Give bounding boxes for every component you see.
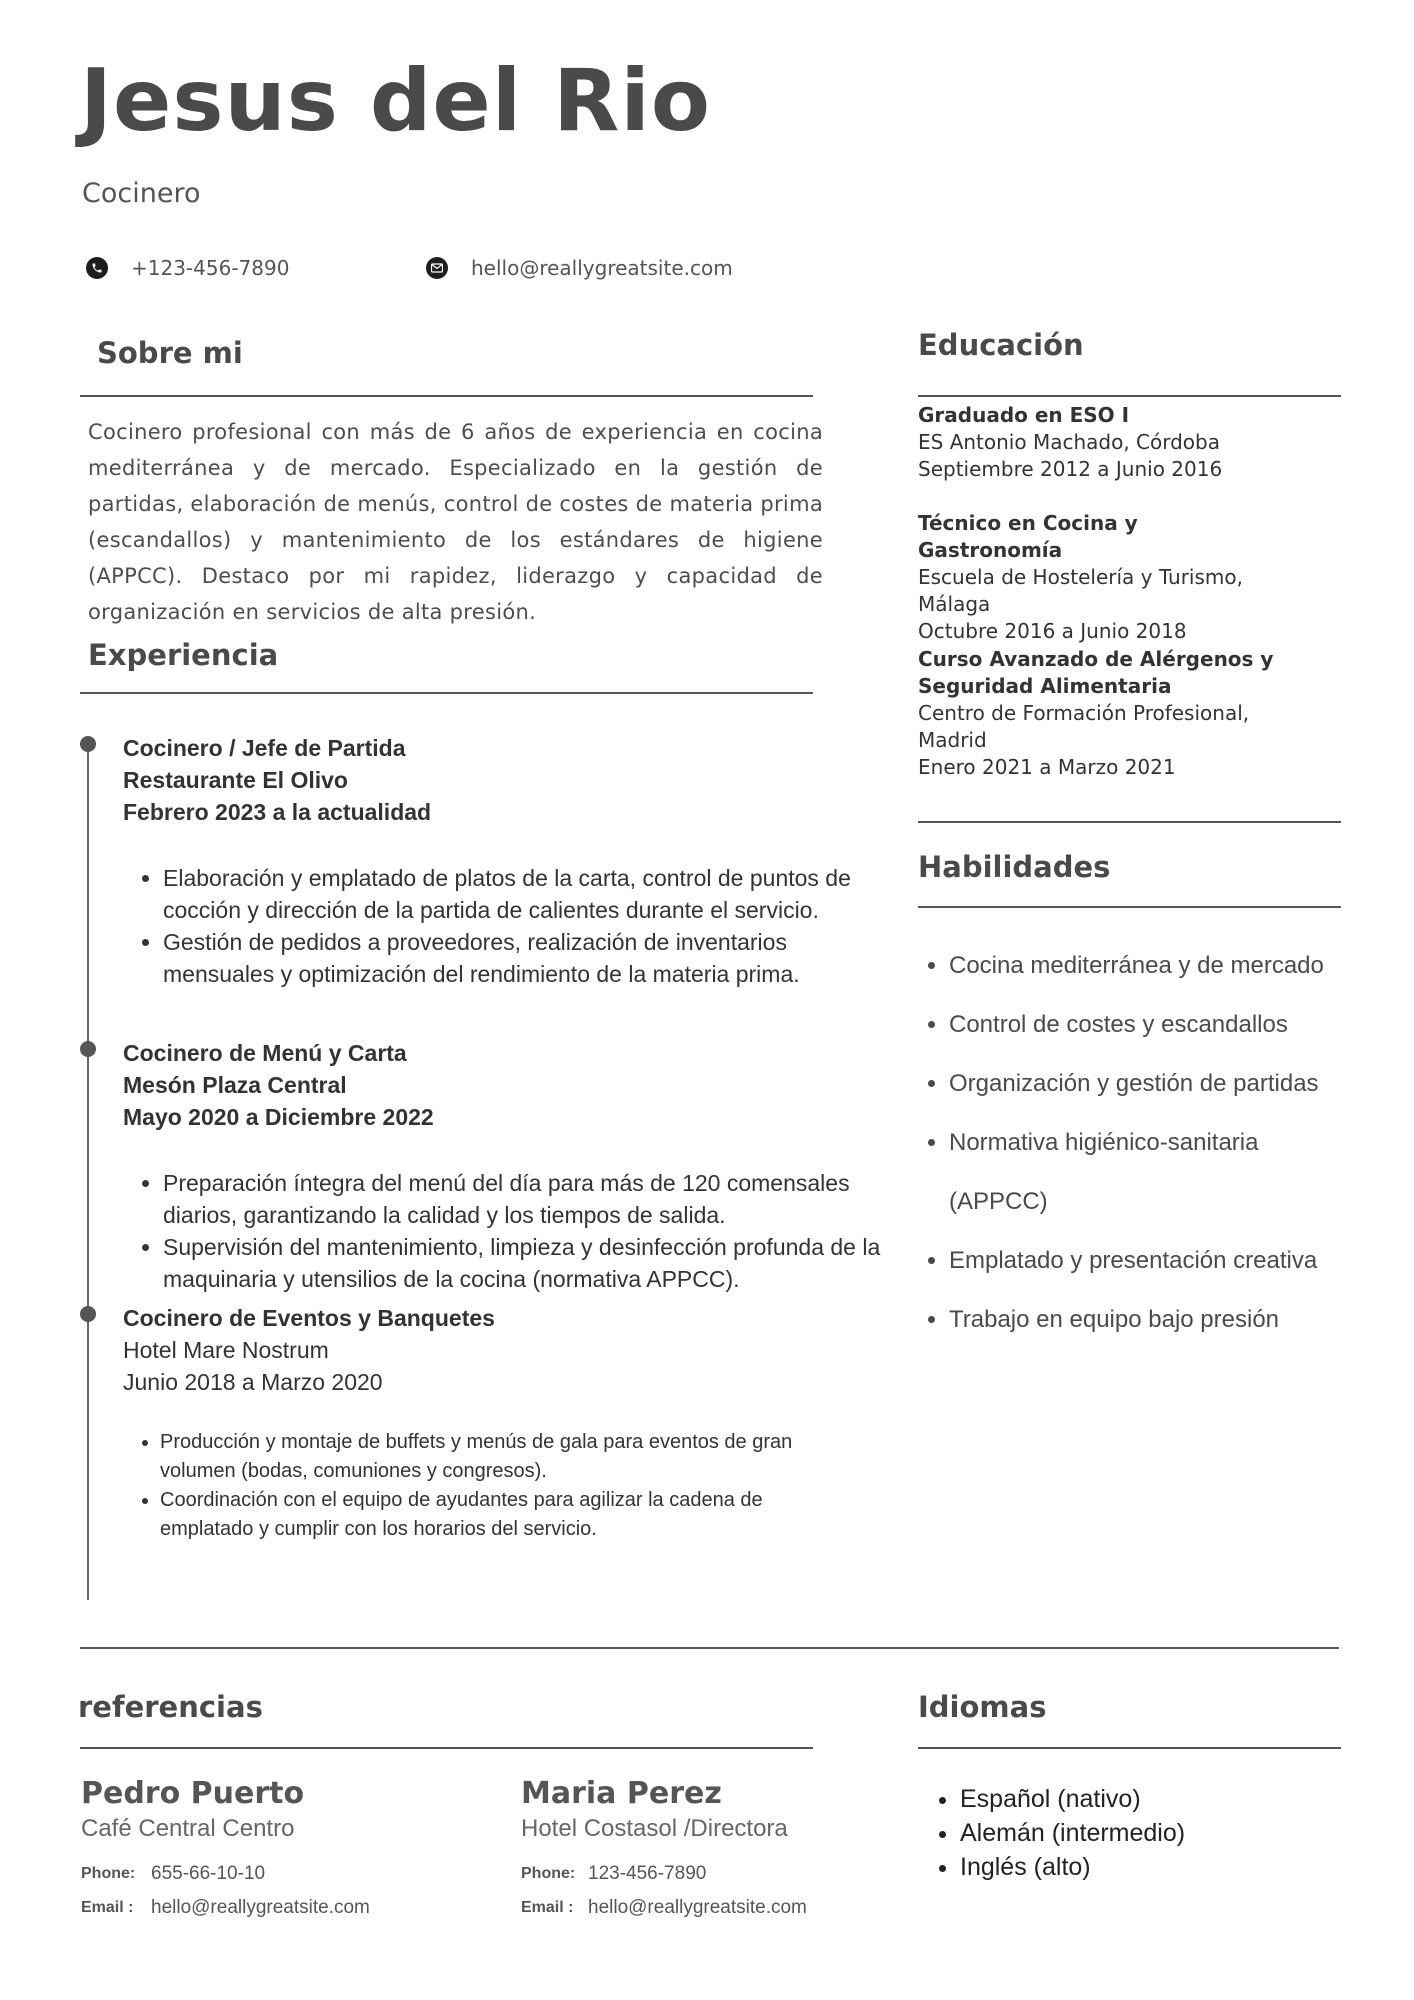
list-item: • Preparación íntegra del menú del día para más de 120 comensales diarios, garantizando la calidad y los tiempos de salida.: [163, 1167, 903, 1231]
education-bottom-divider: [918, 821, 1341, 823]
phone-number: +123-456-7890: [131, 256, 290, 280]
education-period: Octubre 2016 a Junio 2018: [918, 619, 1187, 643]
reference-card: [81, 1776, 481, 1919]
education-title: Educación: [918, 328, 1084, 362]
job-header: [123, 732, 431, 828]
phone-contact: [86, 256, 289, 280]
job-company: Restaurante El Olivo: [123, 767, 348, 793]
list-item: • Organización y gestión de partidas: [949, 1054, 1338, 1113]
references-title: referencias: [78, 1690, 263, 1724]
email-icon: [426, 257, 448, 279]
job-company: Mesón Plaza Central: [123, 1072, 347, 1098]
skills-title: Habilidades: [918, 850, 1111, 884]
reference-name: Maria Perez: [521, 1776, 722, 1811]
job-bullets: [123, 1167, 903, 1295]
education-item: [918, 510, 1278, 645]
timeline-dot: [80, 736, 96, 752]
job-role: Cocinero de Eventos y Banquetes: [123, 1305, 495, 1331]
reference-email-row: [81, 1897, 481, 1919]
skills-list: [918, 936, 1338, 1349]
reference-company: Café Central Centro: [81, 1815, 295, 1842]
reference-email-row: [521, 1897, 921, 1919]
list-item: • Producción y montaje de buffets y menús de gala para eventos de gran volumen (bodas, comuniones y congresos).: [160, 1428, 823, 1486]
list-item: • Gestión de pedidos a proveedores, realización de inventarios mensuales y optimización del rendimiento de la materia prima.: [163, 926, 863, 990]
about-text: Cocinero profesional con más de 6 años de experiencia en cocina mediterránea y de mercado. Especializado en la gestión de partidas, elaboración de menús, control de costes de materia prima (escandallos) y mantenimiento de los estándares de higiene (APPCC). Destaco por mi rapidez, liderazgo y capacidad de organización en servicios de alta presión.: [88, 420, 823, 624]
phone-icon: [86, 257, 108, 279]
job-company: Hotel Mare Nostrum: [123, 1337, 329, 1363]
reference-phone-row: [81, 1863, 481, 1885]
list-item: • Español (nativo): [960, 1782, 1338, 1816]
education-degree: Curso Avanzado de Alérgenos y Seguridad Alimentaria: [918, 647, 1274, 698]
timeline-dot: [80, 1306, 96, 1322]
email-label: Email :: [521, 1899, 574, 1916]
languages-list: [918, 1782, 1338, 1884]
phone-label: Phone:: [81, 1865, 136, 1882]
about-divider: [80, 395, 813, 397]
experience-divider: [80, 692, 813, 694]
reference-phone-row: [521, 1863, 921, 1885]
email-label: Email :: [81, 1899, 134, 1916]
education-school: ES Antonio Machado, Córdoba: [918, 430, 1220, 454]
list-item: • Alemán (intermedio): [960, 1816, 1338, 1850]
reference-name: Pedro Puerto: [81, 1776, 305, 1811]
references-divider: [80, 1747, 813, 1749]
list-item: • Emplatado y presentación creativa: [949, 1231, 1338, 1290]
reference-card: [521, 1776, 921, 1919]
job-role: Cocinero de Menú y Carta: [123, 1040, 407, 1066]
email-contact: [426, 256, 733, 280]
job-role: Cocinero / Jefe de Partida: [123, 735, 406, 761]
experience-title: Experiencia: [88, 638, 279, 672]
reference-company: Hotel Costasol /Directora: [521, 1815, 788, 1842]
education-divider: [918, 395, 1341, 397]
reference-email[interactable]: hello@reallygreatsite.com: [588, 1897, 807, 1918]
reference-phone: 123-456-7890: [588, 1863, 707, 1884]
education-period: Septiembre 2012 a Junio 2016: [918, 457, 1223, 481]
experience-timeline: [87, 745, 89, 1600]
education-degree: Graduado en ESO I: [918, 403, 1130, 427]
education-school: Escuela de Hostelería y Turismo, Málaga: [918, 565, 1243, 616]
timeline-dot: [80, 1041, 96, 1057]
reference-email[interactable]: hello@reallygreatsite.com: [151, 1897, 370, 1918]
education-item: [918, 402, 1338, 483]
skills-divider: [918, 906, 1341, 908]
list-item: • Normativa higiénico-sanitaria (APPCC): [949, 1113, 1269, 1231]
job-period: Junio 2018 a Marzo 2020: [123, 1369, 383, 1395]
bottom-section-divider: [80, 1647, 1339, 1649]
education-item: [918, 646, 1288, 781]
list-item: • Supervisión del mantenimiento, limpieza y desinfección profunda de la maquinaria y utensilios de la cocina (normativa APPCC).: [163, 1231, 903, 1295]
job-header: [123, 1037, 434, 1133]
reference-phone: 655-66-10-10: [151, 1863, 266, 1884]
job-header: [123, 1302, 495, 1398]
education-school: Centro de Formación Profesional, Madrid: [918, 701, 1250, 752]
candidate-name: Jesus del Rio: [80, 51, 711, 151]
list-item: • Elaboración y emplatado de platos de la carta, control de puntos de cocción y dirección de la partida de calientes durante el servicio.: [163, 862, 863, 926]
list-item: • Trabajo en equipo bajo presión: [949, 1290, 1338, 1349]
job-period: Febrero 2023 a la actualidad: [123, 799, 432, 825]
phone-label: Phone:: [521, 1865, 576, 1882]
candidate-role: Cocinero: [82, 178, 201, 209]
languages-divider: [918, 1747, 1341, 1749]
list-item: • Control de costes y escandallos: [949, 995, 1338, 1054]
list-item: • Inglés (alto): [960, 1850, 1338, 1884]
education-period: Enero 2021 a Marzo 2021: [918, 755, 1176, 779]
email-address[interactable]: hello@reallygreatsite.com: [471, 256, 733, 280]
list-item: • Coordinación con el equipo de ayudantes para agilizar la cadena de emplatado y cumplir con los horarios del servicio.: [160, 1486, 823, 1544]
list-item: • Cocina mediterránea y de mercado: [949, 936, 1338, 995]
job-bullets: [123, 1428, 823, 1544]
job-bullets: [123, 862, 863, 990]
education-degree: Técnico en Cocina y Gastronomía: [918, 511, 1138, 562]
about-title: Sobre mi: [97, 336, 243, 370]
job-period: Mayo 2020 a Diciembre 2022: [123, 1104, 434, 1130]
languages-title: Idiomas: [918, 1690, 1047, 1724]
